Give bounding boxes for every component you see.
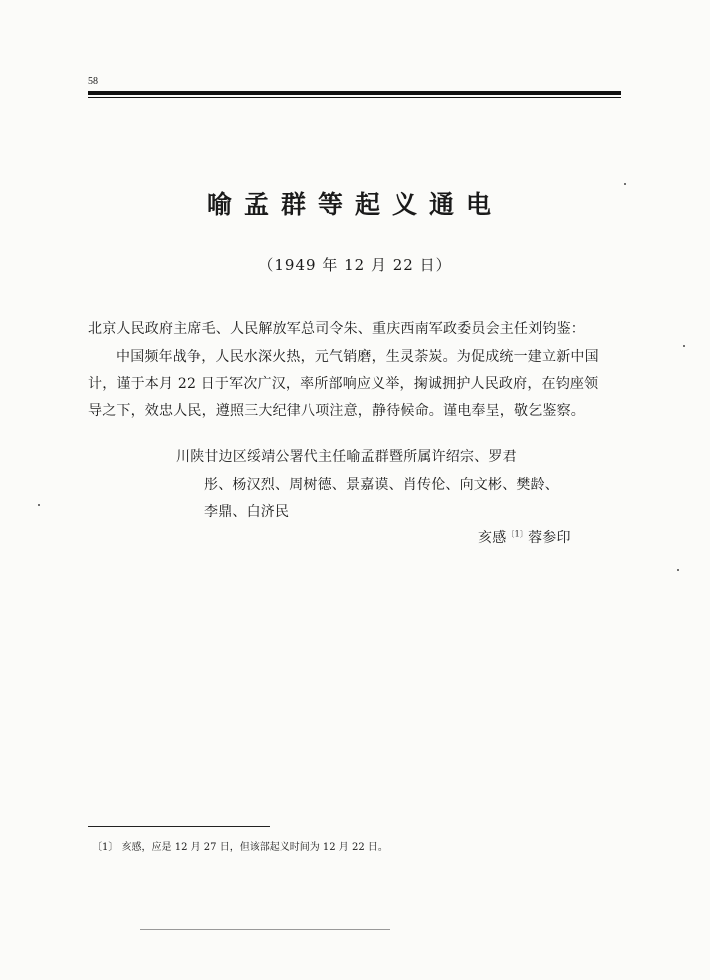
scan-speck (677, 569, 679, 571)
page-number: 58 (88, 76, 98, 87)
scan-speck (624, 183, 626, 185)
signatories-line-2: 彤、杨汉烈、周树德、景嘉谟、肖传伦、向文彬、樊龄、 (204, 477, 559, 493)
paragraph-line-1: 中国频年战争，人民水深火热，元气销磨，生灵荼炭。为促成统一建立新中国 (116, 349, 599, 365)
document-title: 喻孟群等起义通电 (206, 190, 503, 219)
signatories-line-1: 川陕甘边区绥靖公署代主任喻孟群暨所属许绍宗、罗君 (176, 449, 517, 465)
scan-speck (38, 504, 40, 506)
paragraph-line-3: 导之下，效忠人民，遵照三大纪律八项注意，静待候命。谨电奉呈，敬乞鉴察。 (88, 403, 585, 419)
footnote-rule (88, 826, 270, 827)
scan-speck (683, 345, 685, 347)
closing-date-code: 亥感 (478, 530, 507, 546)
addressee-line: 北京人民政府主席毛、人民解放军总司令朱、重庆西南军政委员会主任刘钧鉴： (88, 321, 585, 337)
closing-sign: 蓉参印 (528, 530, 571, 546)
footnote: 〔1〕 亥感，应是 12 月 27 日，但该部起义时间为 12 月 22 日。 (92, 842, 388, 853)
header-rule-thin (88, 97, 621, 98)
document-date: （1949 年 12 月 22 日） (258, 256, 452, 274)
paragraph-line-2: 计，谨于本月 22 日于军次广汉，率所部响应义举，掬诚拥护人民政府，在钧座领 (88, 376, 599, 392)
signatories-line-3: 李鼎、白济民 (204, 504, 290, 520)
bottom-rule (140, 929, 390, 930)
closing-line (478, 527, 571, 547)
header-rule-thick (88, 91, 621, 95)
footnote-ref: 〔1〕 (506, 529, 529, 539)
